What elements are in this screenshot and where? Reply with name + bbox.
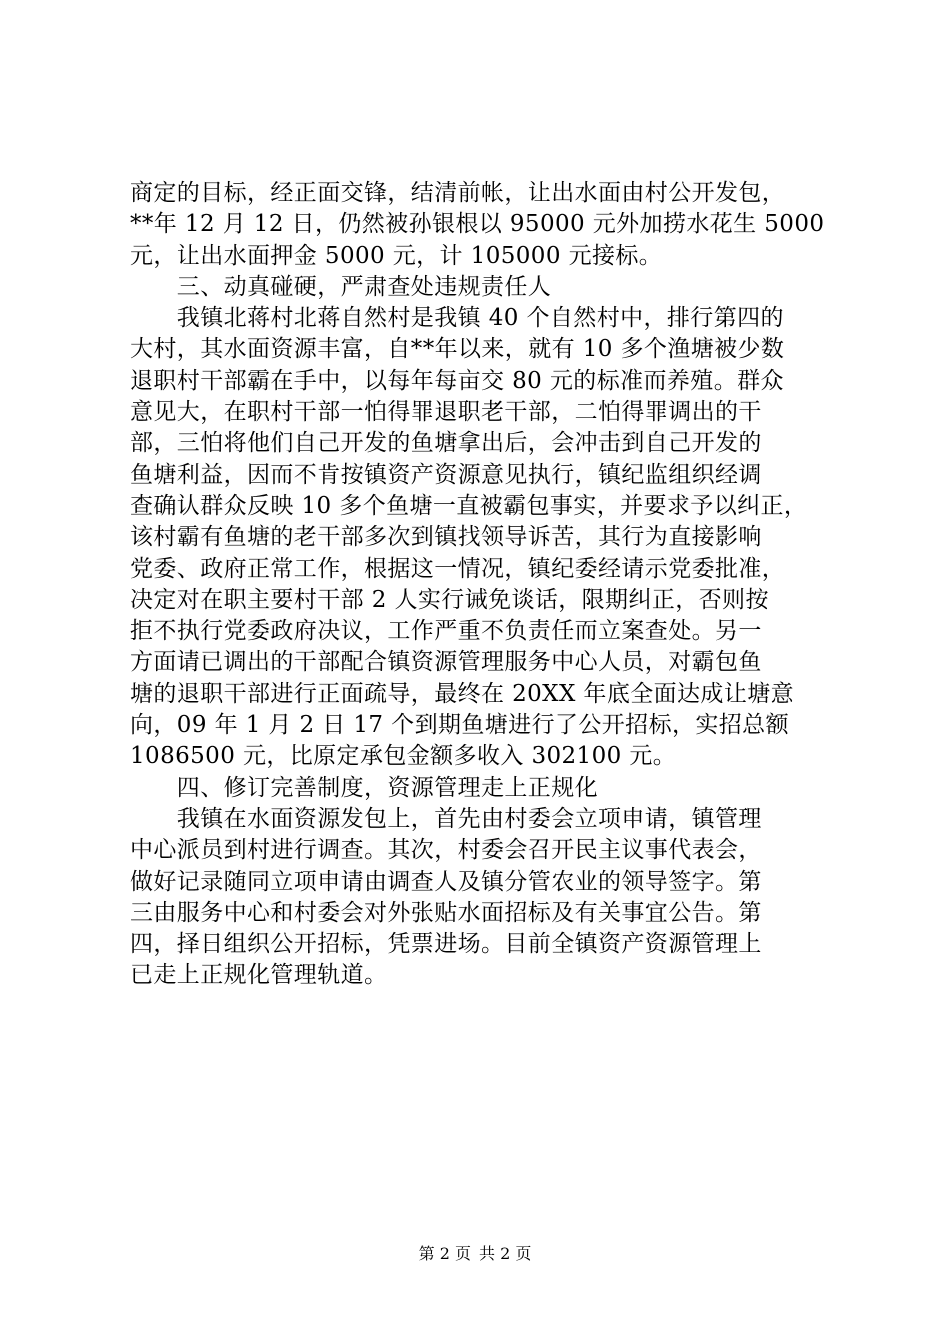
text-line: 鱼塘利益，因而不肯按镇资产资源意见执行，镇纪监组织经调 (130, 461, 762, 488)
text-line: 四，择日组织公开招标，凭票进场。目前全镇资产资源管理上 (130, 931, 762, 958)
text-line: 做好记录随同立项申请由调查人及镇分管农业的领导签字。第 (130, 868, 762, 895)
text-line: **年 12 月 12 日，仍然被孙银根以 95000 元外加捞水花生 5000 (130, 211, 825, 238)
text-line: 三由服务中心和村委会对外张贴水面招标及有关事宜公告。第 (130, 899, 762, 926)
page-footer (0, 1244, 950, 1264)
text-line: 该村霸有鱼塘的老干部多次到镇找领导诉苦，其行为直接影响 (130, 524, 762, 551)
text-line: 塘的退职干部进行正面疏导，最终在 20XX 年底全面达成让塘意 (130, 680, 795, 707)
text-line: 元，让出水面押金 5000 元，计 105000 元接标。 (130, 242, 663, 269)
text-line: 部，三怕将他们自己开发的鱼塘拿出后，会冲击到自己开发的 (130, 430, 762, 457)
text-line: 已走上正规化管理轨道。 (130, 962, 388, 989)
text-line: 我镇北蒋村北蒋自然村是我镇 40 个自然村中，排行第四的 (130, 305, 784, 332)
text-line: 决定对在职主要村干部 2 人实行诫免谈话，限期纠正，否则按 (130, 586, 769, 613)
text-line: 退职村干部霸在手中，以每年每亩交 80 元的标准而养殖。群众 (130, 367, 784, 394)
text-line: 大村，其水面资源丰富，自**年以来，就有 10 多个渔塘被少数 (130, 336, 785, 363)
text-line: 1086500 元，比原定承包金额多收入 302100 元。 (130, 743, 677, 770)
section-heading-3: 三、动真碰硬，严肃查处违规责任人 (130, 273, 552, 300)
text-line: 查确认群众反映 10 多个鱼塘一直被霸包事实，并要求予以纠正， (130, 492, 808, 519)
text-line: 意见大，在职村干部一怕得罪退职老干部，二怕得罪调出的干 (130, 399, 762, 426)
section-heading-4: 四、修订完善制度，资源管理走上正规化 (130, 774, 598, 801)
text-line: 向，09 年 1 月 2 日 17 个到期鱼塘进行了公开招标，实招总额 (130, 712, 789, 739)
text-line: 中心派员到村进行调查。其次，村委会召开民主议事代表会， (130, 837, 762, 864)
text-line: 党委、政府正常工作，根据这一情况，镇纪委经请示党委批准， (130, 555, 786, 582)
page-number: 第 2 页 (418, 1244, 471, 1263)
text-line: 方面请已调出的干部配合镇资源管理服务中心人员，对霸包鱼 (130, 649, 762, 676)
text-line: 我镇在水面资源发包上，首先由村委会立项申请，镇管理 (130, 805, 762, 832)
text-line: 拒不执行党委政府决议，工作严重不负责任而立案查处。另一 (130, 618, 762, 645)
document-body (130, 178, 835, 992)
page-total: 共 2 页 (479, 1244, 532, 1263)
text-line: 商定的目标，经正面交锋，结清前帐，让出水面由村公开发包， (130, 180, 786, 206)
